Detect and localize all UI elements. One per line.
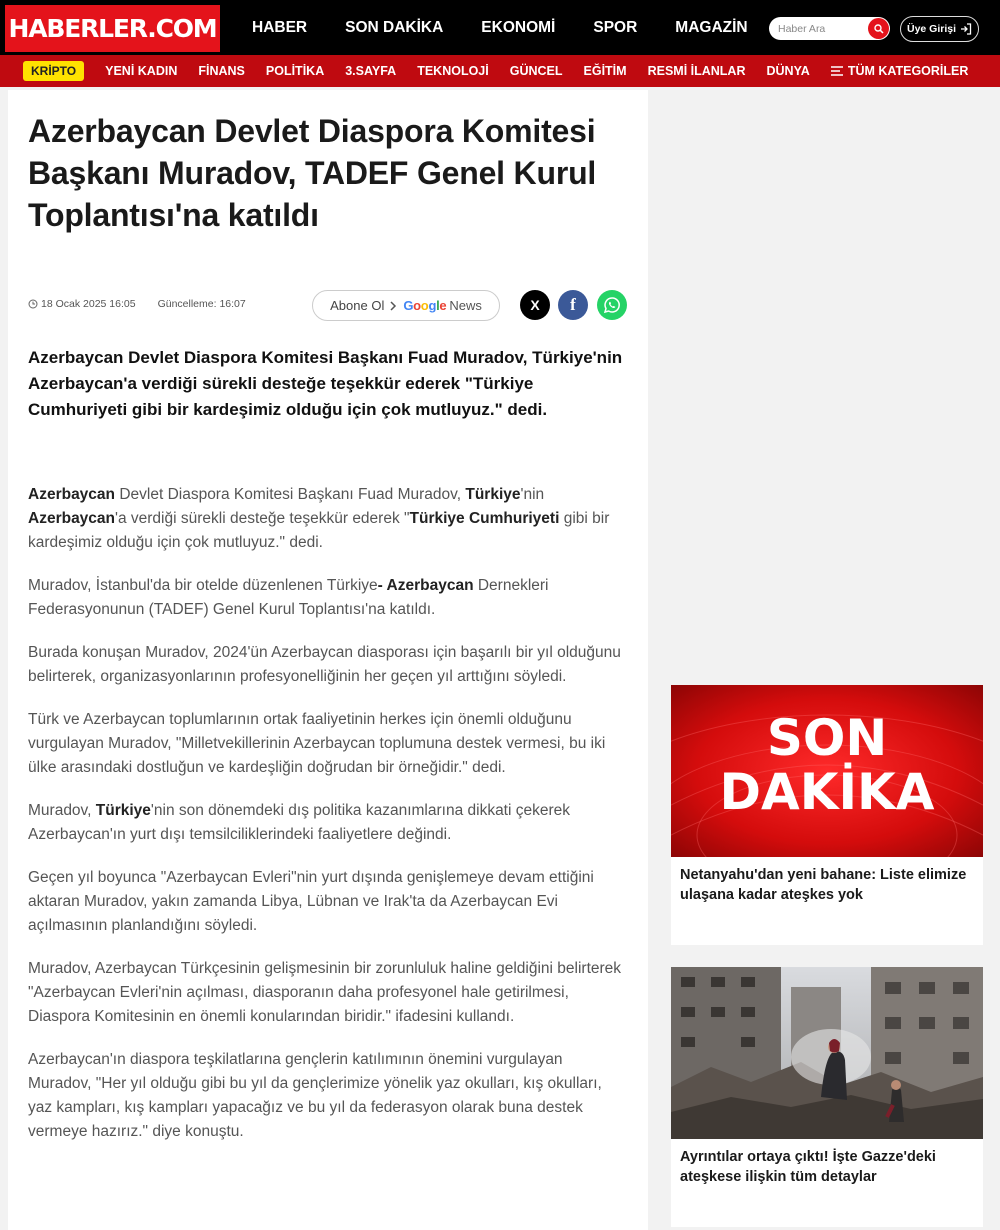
article-summary: Azerbaycan Devlet Diaspora Komitesi Başkanı Fuad Muradov, Türkiye'nin Azerbaycan'a verdiği sürekli desteğe teşekkür ederek "Türkiye Cumhuriyeti gibi bir kardeşimiz olduğu için çok mutluyuz." dedi. (28, 348, 623, 419)
sidebar-news-caption[interactable]: Ayrıntılar ortaya çıktı! İşte Gazze'deki ateşkese ilişkin tüm detaylar (680, 1149, 936, 1185)
share-whatsapp-button[interactable] (597, 290, 627, 320)
article-paragraph (28, 799, 628, 847)
follow-label: Abone Ol (330, 298, 385, 313)
nav-item-son-dakika[interactable]: SON DAKİKA (345, 18, 444, 36)
paragraph-text: Geçen yıl boyunca "Azerbaycan Evleri"nin yurt dışında genişlemeye devam ettiğini aktaran Muradov, yakın zamanda Libya, Lübnan ve Irak'ta da Azerbaycan Evi açılmasının planlandığını söyledi. (28, 869, 594, 934)
search-box (769, 17, 890, 40)
keyword-link[interactable]: Türkiye (95, 802, 151, 819)
share-x-button[interactable] (520, 290, 550, 320)
login-button[interactable] (900, 16, 979, 42)
facebook-icon: f (570, 295, 576, 314)
category-teknoloji[interactable]: TEKNOLOJİ (417, 64, 489, 78)
site-logo[interactable] (5, 5, 220, 52)
paragraph-text: Dernekleri Federasyonunun (TADEF) Genel Kurul Toplantısı'na katıldı. (28, 577, 549, 618)
article-paragraph (28, 866, 628, 938)
paragraph-text: 'a verdiği sürekli desteğe teşekkür ederek " (115, 510, 410, 527)
category-guncel[interactable]: GÜNCEL (509, 64, 563, 78)
category-politika[interactable]: POLİTİKA (265, 64, 325, 78)
nav-item-spor[interactable]: SPOR (593, 18, 638, 36)
keyword-link[interactable]: - Azerbaycan (377, 577, 474, 594)
article-paragraph (28, 1048, 628, 1144)
search-input[interactable] (778, 20, 866, 37)
chevron-right-icon (389, 301, 397, 311)
menu-icon (831, 66, 843, 76)
category-egitim[interactable]: EĞİTİM (583, 64, 627, 78)
sign-in-icon (960, 23, 972, 35)
login-label: Üye Girişi (906, 23, 957, 35)
publish-date: 18 Ocak 2025 16:05 (41, 298, 136, 310)
category-yeni-kadin[interactable]: YENİ KADIN (105, 64, 178, 78)
sidebar-news-card[interactable] (671, 967, 983, 1227)
son-dakika-text-2: DAKİKA (719, 763, 935, 821)
nav-item-magazin[interactable]: MAGAZİN (675, 18, 748, 36)
category-dunya[interactable]: DÜNYA (766, 64, 810, 78)
all-categories-label: TÜM KATEGORİLER (847, 64, 969, 78)
article-paragraph (28, 708, 628, 780)
article-meta (28, 298, 246, 310)
paragraph-text: Türk ve Azerbaycan toplumlarının ortak faaliyetinin herkes için önemli olduğunu vurgulayan Muradov, "Milletvekillerinin Azerbaycan toplumuna destek vermesi, bu iki ülke arasındaki dostluğun ve kardeşliğin doğrudan bir örneğidir." dedi. (28, 711, 606, 776)
category-nav (0, 55, 1000, 87)
paragraph-text: Devlet Diaspora Komitesi Başkanı Fuad Muradov, (115, 486, 466, 503)
clock-icon (28, 299, 38, 309)
article-title: Azerbaycan Devlet Diaspora Komitesi Başkanı Muradov, TADEF Genel Kurul Toplantısı'na katıldı (28, 113, 597, 233)
x-icon: X (530, 297, 540, 313)
category-kripto[interactable]: KRİPTO (23, 61, 84, 81)
news-label: News (449, 298, 482, 313)
google-news-follow-button[interactable] (312, 290, 500, 321)
category-3-sayfa[interactable]: 3.SAYFA (345, 64, 397, 78)
article-body (28, 483, 628, 1163)
keyword-link[interactable]: Azerbaycan (28, 486, 116, 503)
nav-item-haber[interactable]: HABER (252, 18, 308, 36)
article-paragraph (28, 483, 628, 555)
whatsapp-icon (603, 296, 621, 314)
son-dakika-text-1: SON (766, 709, 888, 767)
article-paragraph (28, 641, 628, 689)
article-paragraph (28, 957, 628, 1029)
paragraph-text: 'nin son dönemdeki dış politika kazanımlarına dikkati çekerek Azerbaycan'ın yurt dışı temsilciliklerindeki faaliyetlere değindi. (28, 802, 571, 843)
sidebar-news-card[interactable] (671, 685, 983, 945)
paragraph-text: Burada konuşan Muradov, 2024'ün Azerbaycan diasporası için başarılı bir yıl olduğunu belirterek, organizasyonlarının profesyonelliğinin her geçen yıl arttığını söyledi. (28, 644, 621, 685)
paragraph-text: 'nin (520, 486, 545, 503)
article-paragraph (28, 574, 628, 622)
paragraph-text: Muradov, (28, 802, 96, 819)
keyword-link[interactable]: Azerbaycan (28, 510, 116, 527)
keyword-link[interactable]: Türkiye Cumhuriyeti (409, 510, 560, 527)
google-logo-text: Google (403, 298, 447, 313)
top-header (0, 0, 1000, 55)
category-finans[interactable]: FİNANS (198, 64, 245, 78)
nav-item-ekonomi[interactable]: EKONOMİ (481, 18, 556, 36)
article-card (8, 90, 648, 1230)
sidebar-news-caption[interactable]: Netanyahu'dan yeni bahane: Liste elimize ulaşana kadar ateşkes yok (680, 867, 967, 903)
keyword-link[interactable]: Türkiye (465, 486, 521, 503)
paragraph-text: Azerbaycan'ın diaspora teşkilatlarına gençlerin katılımının önemini vurgulayan Muradov, "Her yıl olduğu gibi bu yıl da gençlerimize yönelik yaz okulları, kış okulları, yaz kampları, kış kampları yapacağız ve bu yıl da federasyon olarak buna destek vermeye hazırız." diye konuştu. (28, 1051, 602, 1140)
share-facebook-button[interactable] (558, 290, 588, 320)
update-time: Güncelleme: 16:07 (157, 298, 246, 310)
son-dakika-image (671, 685, 983, 857)
logo-text: HABERLER.COM (8, 14, 217, 43)
all-categories-button[interactable] (831, 64, 969, 78)
paragraph-text: gibi bir kardeşimiz olduğu için çok mutluyuz." dedi. (28, 510, 610, 551)
search-icon (874, 24, 884, 34)
gaza-rubble-photo (671, 967, 983, 1139)
paragraph-text: Muradov, İstanbul'da bir otelde düzenlenen Türkiye (28, 577, 378, 594)
category-resmi-ilanlar[interactable]: RESMİ İLANLAR (647, 64, 746, 78)
main-nav (232, 0, 748, 55)
paragraph-text: Muradov, Azerbaycan Türkçesinin gelişmesinin bir zorunluluk haline geldiğini belirterek "Azerbaycan Evleri'nin açılması, diasporanın daha profesyonel hale getirilmesi, Diaspora Komitesinin en önemli konularından biridir." ifadesini kullandı. (28, 960, 622, 1025)
search-button[interactable] (868, 18, 889, 39)
